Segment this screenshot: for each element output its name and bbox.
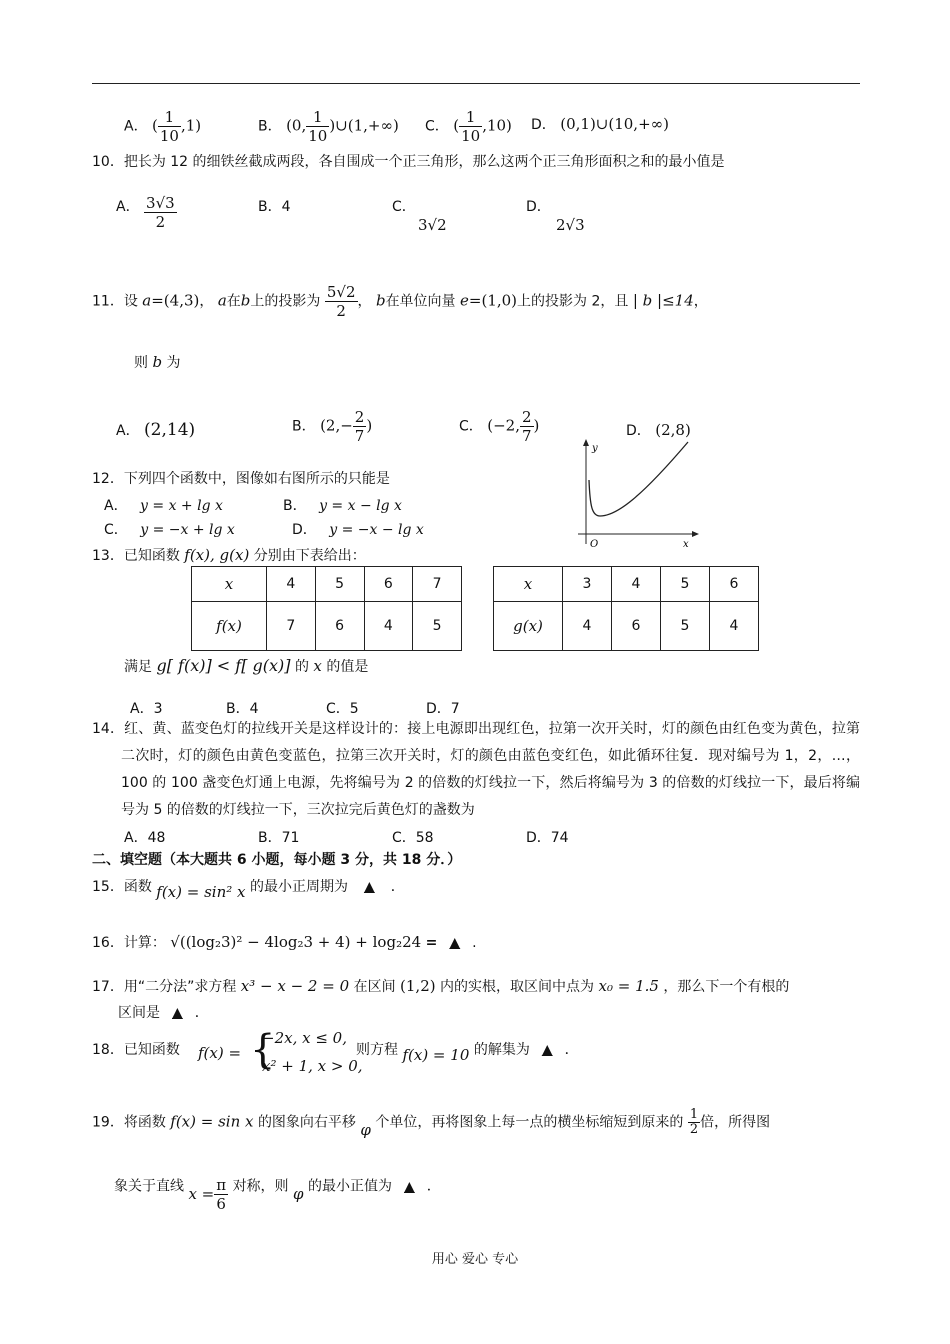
math-head: (0,	[286, 116, 307, 135]
math: y = −x − lg x	[329, 522, 424, 538]
x-axis-arrow	[692, 531, 699, 537]
denominator: 6	[216, 1195, 226, 1213]
math: g[ f(x)] < f[ g(x)]	[156, 656, 291, 675]
math: −2x, x ≤ 0,	[262, 1029, 347, 1047]
option-label: D．	[626, 423, 651, 439]
math-tail: )∪(1,+∞)	[329, 116, 399, 135]
q11-stem	[92, 283, 708, 320]
text: 内的实根，取区间中点为	[440, 979, 595, 995]
q13-stem	[92, 545, 366, 565]
denominator: 7	[521, 427, 532, 445]
math: =(4,3)	[151, 291, 200, 310]
q9-option-b	[258, 108, 399, 145]
text: 上的投影为	[250, 293, 321, 310]
text: ．	[194, 1005, 209, 1021]
text: 的最小正值为	[307, 1178, 392, 1195]
q11-then	[134, 352, 181, 372]
option-label: C．	[104, 522, 128, 538]
fraction	[158, 108, 181, 145]
q13-condition	[124, 656, 368, 676]
numerator: 3√3	[146, 194, 175, 212]
q9-option-d	[531, 114, 669, 134]
denominator: 10	[159, 127, 179, 145]
y-axis-arrow	[583, 439, 589, 446]
q18	[92, 1039, 180, 1059]
option-label: D．	[526, 199, 551, 215]
fraction	[325, 283, 358, 320]
text: 的最小正周期为	[249, 879, 348, 895]
q13-option-d: D．7	[426, 701, 460, 717]
denominator: 2	[336, 302, 346, 320]
denominator: 7	[354, 427, 365, 445]
option-label: D．	[292, 522, 317, 538]
q12-option-c	[104, 519, 235, 539]
blank-marker: ▲	[363, 879, 375, 895]
option-label: B．	[258, 118, 282, 135]
math: y = −x + lg x	[140, 522, 235, 538]
q15	[92, 876, 405, 901]
math: x² + 1, x > 0,	[262, 1057, 363, 1075]
table-cell: 6	[710, 567, 759, 602]
numerator: 1	[689, 1107, 699, 1122]
q14-option-c: C．58	[392, 830, 434, 846]
text: =	[425, 935, 438, 951]
denominator: 10	[308, 127, 328, 145]
footer: 用心 爱心 专心	[431, 1252, 519, 1267]
curve	[589, 442, 688, 516]
q14-option-d: D．74	[526, 830, 569, 846]
option-label: D．	[531, 117, 556, 133]
text: 17．用“二分法”求方程	[92, 979, 237, 995]
table-cell: 4	[364, 602, 413, 651]
q17-line1	[92, 976, 789, 996]
math: y = x − lg x	[319, 498, 402, 514]
table-cell: 6	[364, 567, 413, 602]
q18-case-2	[262, 1057, 363, 1075]
option-label: A．	[124, 118, 148, 135]
option-label: B．	[292, 418, 316, 435]
fraction	[520, 408, 534, 445]
q18-case-1	[262, 1029, 347, 1047]
fraction	[353, 408, 367, 445]
numerator: 2	[521, 408, 532, 426]
blank-marker: ▲	[172, 1005, 183, 1021]
option-label: A．	[116, 199, 140, 215]
option-label: C．	[459, 418, 483, 435]
q19-line2	[114, 1168, 441, 1213]
q12-option-a	[104, 495, 223, 515]
text: 为	[166, 355, 181, 371]
vector-e: e	[460, 291, 469, 310]
table-cell: 5	[315, 567, 364, 602]
text: 满足	[124, 659, 152, 675]
q9-option-c	[425, 108, 512, 145]
text: 的值是	[326, 659, 369, 675]
table-cell: 5	[661, 567, 710, 602]
brace: {	[250, 1027, 276, 1073]
text: ，	[693, 293, 708, 310]
text: 对称，则	[232, 1178, 289, 1195]
fraction	[306, 108, 329, 145]
table-cell: x	[192, 567, 267, 602]
math: f(x) = sin² x	[156, 883, 246, 901]
q10-option-b: B．4	[258, 199, 291, 215]
q14-stem	[92, 716, 860, 824]
text: ．	[564, 1042, 579, 1058]
text: 18．已知函数	[92, 1042, 180, 1058]
text: 19．将函数	[92, 1114, 166, 1131]
numerator: 5√2	[326, 283, 356, 301]
math: (2,−	[320, 416, 353, 435]
table-cell: 4	[612, 567, 661, 602]
option-label: B．	[283, 498, 307, 514]
math: 3√2	[418, 216, 447, 234]
numerator: π	[216, 1176, 227, 1194]
text: 16．计算：	[92, 935, 166, 951]
text: 在单位向量	[385, 293, 456, 310]
text: 15．函数	[92, 879, 152, 895]
table-cell: 4	[267, 567, 316, 602]
math: )	[533, 416, 540, 435]
vector-b: b	[240, 291, 251, 310]
text: 在区间	[353, 979, 396, 995]
q10-option-c	[392, 196, 447, 234]
table-cell: 6	[315, 602, 364, 651]
q10-option-d	[526, 196, 585, 234]
text: 上的投影为 2，且	[517, 293, 629, 310]
q13-option-c: C．5	[326, 701, 359, 717]
q16	[92, 932, 477, 952]
q10-stem: 10．把长为 12 的细铁丝截成两段，各自围成一个正三角形，那么这两个正三角形面积之和的最小值是	[92, 154, 725, 170]
table-cell: 4	[710, 602, 759, 651]
q9-option-a	[124, 108, 201, 145]
text: 倍，所得图	[700, 1114, 771, 1131]
option-label: A．	[104, 498, 128, 514]
x-axis-label: x	[683, 539, 689, 550]
math-tail: ,1)	[180, 116, 202, 135]
fraction	[459, 108, 482, 145]
q18-function	[198, 1044, 241, 1062]
text: 象关于直线	[114, 1178, 184, 1195]
option-label: C．	[425, 118, 449, 135]
math: )	[366, 416, 373, 435]
math: φ	[293, 1184, 304, 1203]
q17-line2	[118, 1002, 209, 1022]
q19-line1	[92, 1108, 770, 1137]
text: 11．设	[92, 293, 138, 310]
table-cell: 7	[267, 602, 316, 651]
text: ，那么下一个有根的	[663, 979, 790, 995]
table-cell: 7	[413, 567, 462, 602]
table-cell: 4	[563, 602, 612, 651]
vector-a: a	[217, 291, 227, 310]
math: f(x) = sin x	[170, 1112, 254, 1131]
table-g	[493, 566, 759, 651]
origin-label: O	[590, 539, 599, 550]
table-cell: g(x)	[494, 602, 563, 651]
math: x =	[188, 1184, 215, 1203]
fraction	[144, 194, 177, 231]
math: x₀ = 1.5	[598, 977, 659, 995]
math: | b |≤14	[632, 291, 694, 310]
option-label: A．	[116, 423, 140, 439]
text: ．	[390, 879, 405, 895]
blank-marker: ▲	[403, 1178, 415, 1195]
y-axis-label: y	[592, 443, 598, 454]
denominator: 2	[689, 1122, 699, 1137]
q11-option-c	[459, 408, 539, 445]
denominator: 2	[155, 213, 166, 231]
vector-b: b	[375, 291, 386, 310]
text: 则	[134, 355, 148, 371]
math: (2,14)	[144, 420, 196, 440]
math: (1,2)	[400, 977, 436, 995]
blank-marker: ▲	[541, 1042, 553, 1058]
math: =(1,0)	[468, 291, 518, 310]
vector-b: b	[152, 353, 163, 371]
math: (2,8)	[655, 421, 691, 439]
text: ．	[426, 1178, 441, 1195]
text: 则方程	[356, 1042, 398, 1058]
text: .	[472, 935, 477, 951]
math: f(x), g(x)	[184, 546, 250, 564]
q18-tail	[356, 1039, 579, 1064]
math: √((log₂3)² − 4log₂3 + 4) + log₂24	[170, 933, 422, 951]
text: 分别由下表给出：	[253, 548, 366, 564]
text: 的图象向右平移	[257, 1114, 356, 1131]
numerator: 1	[306, 108, 329, 127]
q12-option-b	[283, 495, 402, 515]
math-tail: ,10)	[482, 116, 512, 135]
table-cell: x	[494, 567, 563, 602]
text: 14．红、黄、蓝变色灯的拉线开关是这样设计的：接上电源即出现红色，拉第一次开关时，灯的颜色由红色变为黄色，拉第二次时，灯的颜色由黄色变蓝色，拉第三次开关时，灯的颜色由蓝色变红色，如此循环往复．现对编号为 1，2，…，100 的 100 盏变色灯通上电源，先将编号为 2 的倍数的灯线拉一下，然后将编号为 3 的倍数的灯线拉一下，最后将编号为 5 的倍数的灯线拉一下，三次拉完后黄色灯的盏数为	[92, 721, 860, 818]
table-f	[191, 566, 462, 651]
denominator: 10	[461, 127, 481, 145]
math: y = x + lg x	[140, 498, 223, 514]
math: (0,1)∪(10,+∞)	[560, 115, 669, 133]
text: 13．已知函数	[92, 548, 180, 564]
blank-marker: ▲	[449, 935, 461, 951]
paren: (	[152, 116, 158, 135]
math: (−2,	[487, 416, 520, 435]
table-cell: f(x)	[192, 602, 267, 651]
table-cell: 6	[612, 602, 661, 651]
q12-option-d	[292, 519, 424, 539]
q13-option-b: B．4	[226, 701, 259, 717]
q14-option-a: A．48	[124, 830, 166, 846]
section-heading: 二、填空题（本大题共 6 小题，每小题 3 分，共 18 分．）	[92, 852, 462, 868]
text: 的	[294, 659, 309, 675]
text: 的解集为	[473, 1042, 530, 1058]
q11-option-b	[292, 408, 372, 445]
text: 在	[226, 293, 241, 310]
numerator: 1	[158, 108, 181, 127]
text: 个单位，再将图象上每一点的横坐标缩短到原来的	[375, 1114, 684, 1131]
math: x³ − x − 2 = 0	[240, 977, 350, 995]
numerator: 1	[459, 108, 482, 127]
math: f(x) =	[198, 1044, 242, 1062]
header-rule	[92, 83, 860, 84]
q14-option-b: B．71	[258, 830, 300, 846]
math: φ	[360, 1120, 371, 1139]
fraction	[214, 1176, 228, 1213]
q11-option-a	[116, 420, 195, 440]
table-cell: 5	[661, 602, 710, 651]
math: x	[313, 657, 322, 675]
q12-stem: 12．下列四个函数中，图像如右图所示的只能是	[92, 471, 390, 487]
numerator: 2	[354, 408, 365, 426]
option-label: C．	[392, 199, 416, 215]
table-cell: 5	[413, 602, 462, 651]
vector-a: a	[142, 291, 152, 310]
function-graph	[572, 436, 702, 554]
q13-option-a: A．3	[130, 701, 163, 717]
text: 区间是	[118, 1005, 160, 1021]
math: 2√3	[556, 216, 585, 234]
fraction	[688, 1108, 700, 1137]
q10-option-a	[116, 196, 177, 231]
paren: (	[453, 116, 460, 135]
text: ，	[199, 293, 214, 310]
text: ，	[357, 293, 372, 310]
table-cell: 3	[563, 567, 612, 602]
math: f(x) = 10	[402, 1046, 470, 1064]
